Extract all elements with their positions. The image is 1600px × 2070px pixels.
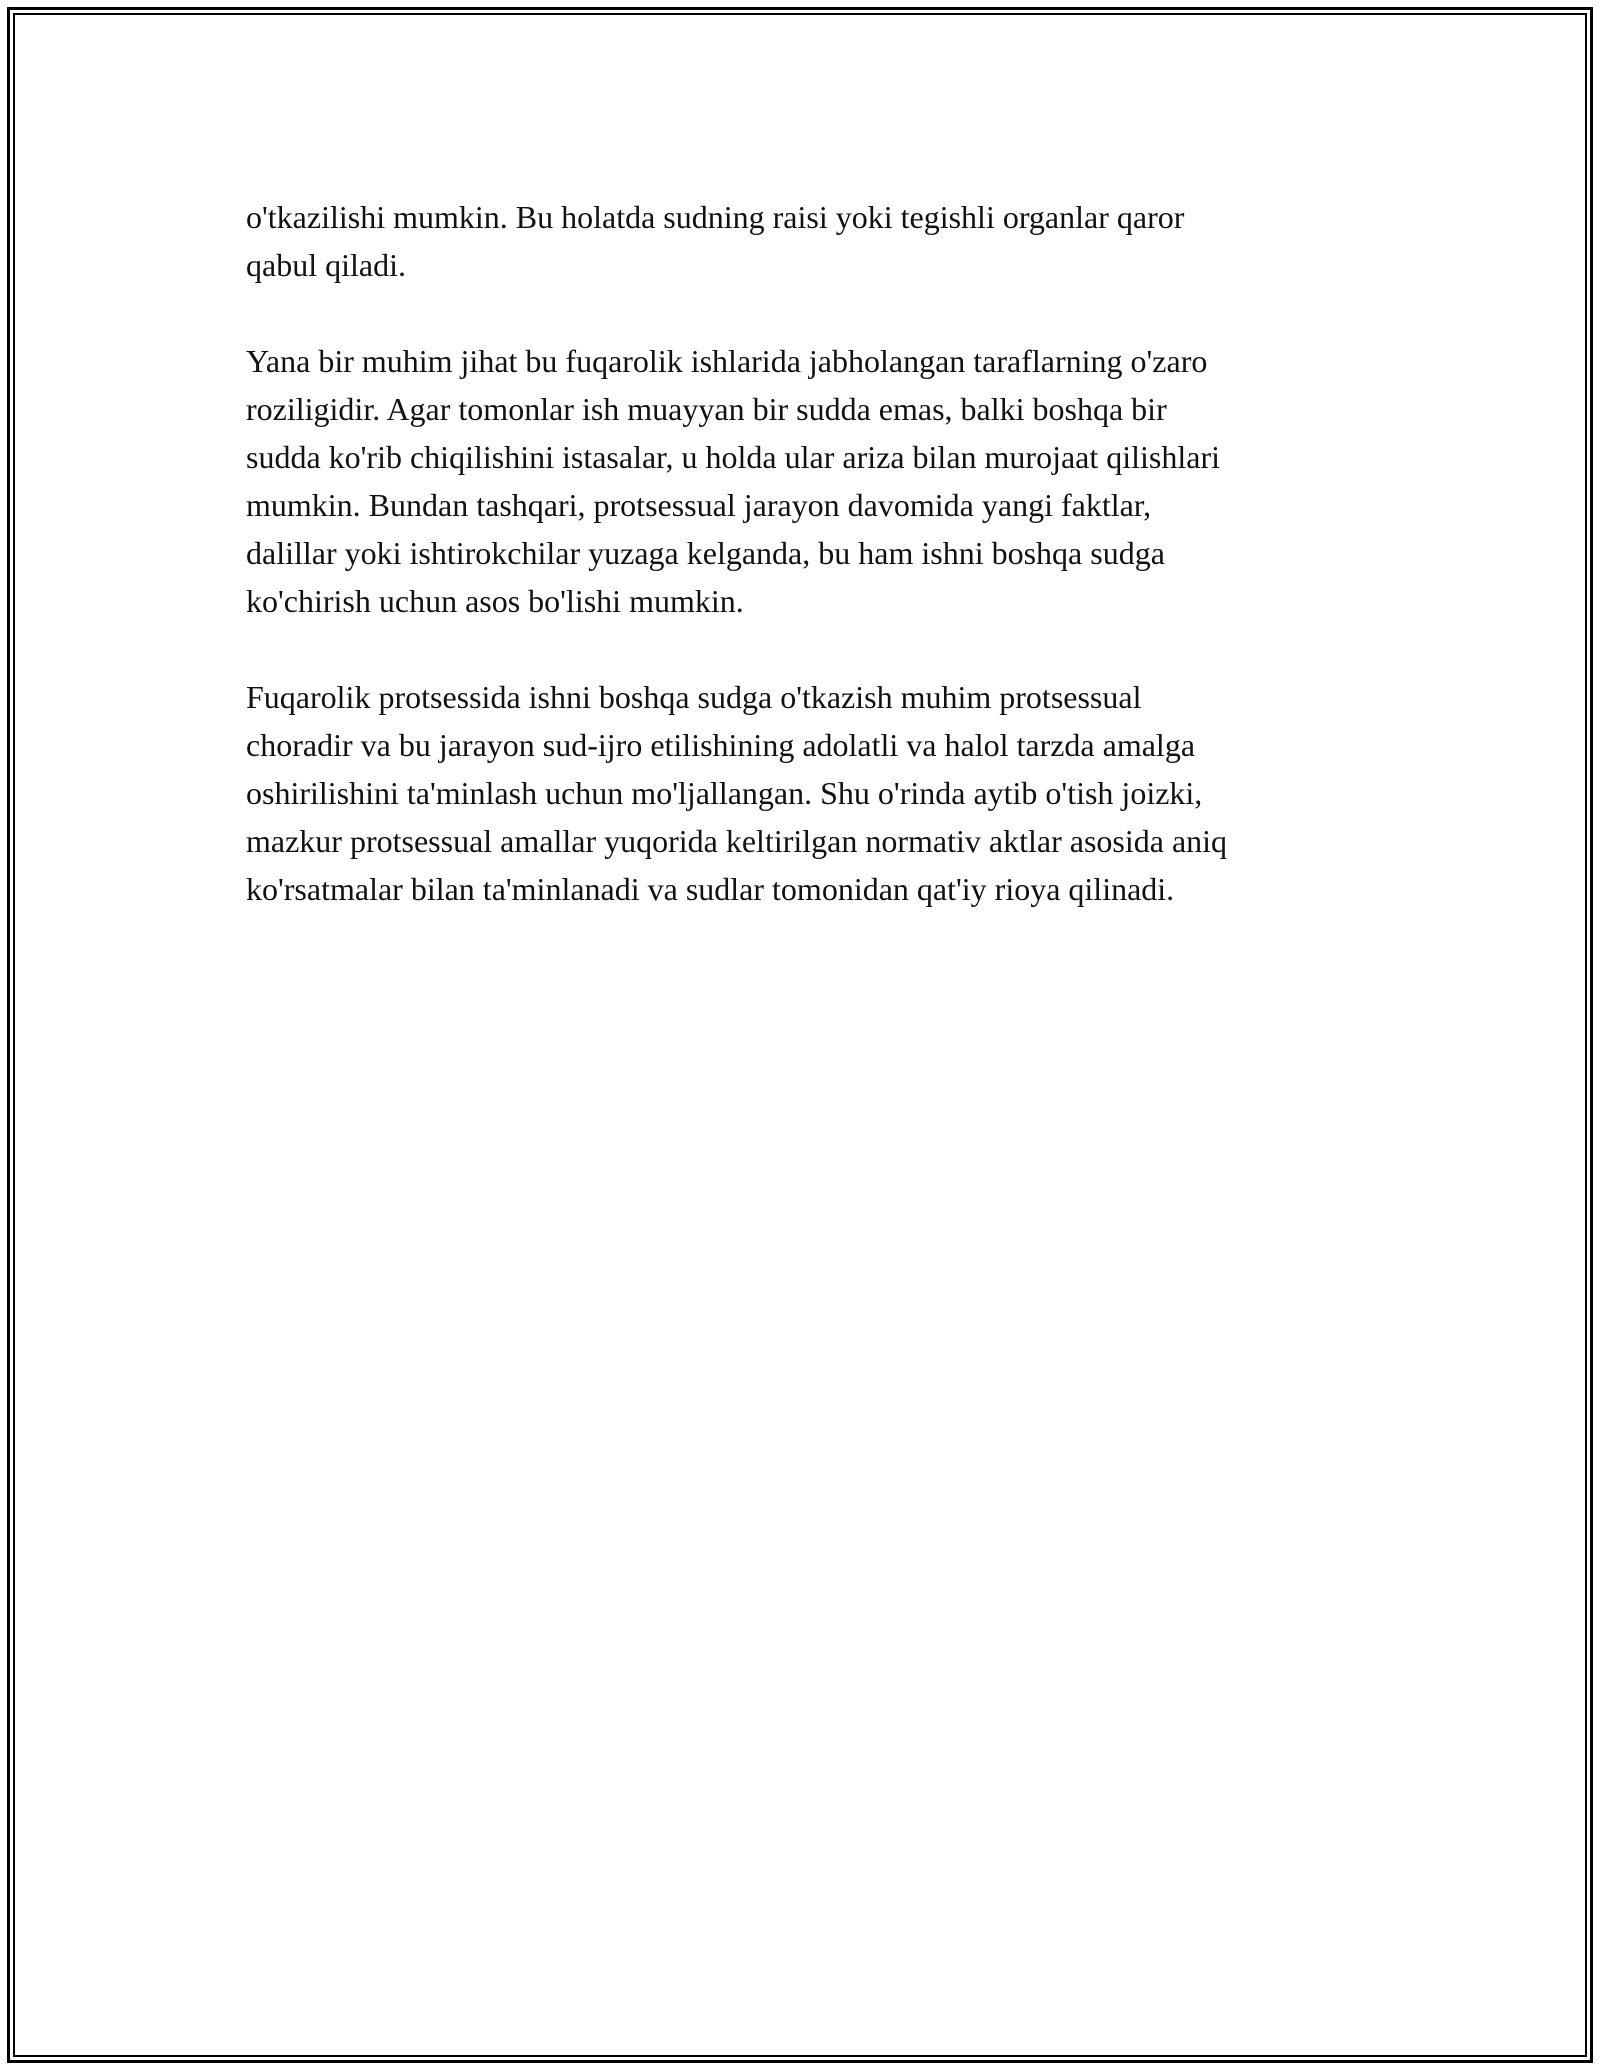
text-line: roziligidir. Agar tomonlar ish muayyan bir sudda emas, balki boshqa bir [246, 391, 1167, 427]
text-line: mumkin. Bundan tashqari, protsessual jarayon davomida yangi faktlar, [246, 487, 1152, 523]
page-border [7, 7, 1593, 2063]
text-line: ko'chirish uchun asos bo'lishi mumkin. [246, 583, 744, 619]
document-body [246, 193, 1386, 961]
paragraph-1 [246, 193, 1386, 289]
paragraph-3 [246, 673, 1386, 913]
text-line: oshirilishini ta'minlash uchun mo'ljallangan. Shu o'rinda aytib o'tish joizki, [246, 775, 1203, 811]
text-line: Yana bir muhim jihat bu fuqarolik ishlarida jabholangan taraflarning o'zaro [246, 343, 1208, 379]
text-line: dalillar yoki ishtirokchilar yuzaga kelganda, bu ham ishni boshqa sudga [246, 535, 1165, 571]
text-line: choradir va bu jarayon sud-ijro etilishining adolatli va halol tarzda amalga [246, 727, 1196, 763]
text-line: ko'rsatmalar bilan ta'minlanadi va sudlar tomonidan qat'iy rioya qilinadi. [246, 871, 1175, 907]
text-line: sudda ko'rib chiqilishini istasalar, u holda ular ariza bilan murojaat qilishlari [246, 439, 1221, 475]
text-line: Fuqarolik protsessida ishni boshqa sudga o'tkazish muhim protsessual [246, 679, 1142, 715]
text-line: o'tkazilishi mumkin. Bu holatda sudning raisi yoki tegishli organlar qaror [246, 199, 1185, 235]
paragraph-2 [246, 337, 1386, 625]
text-line: qabul qiladi. [246, 247, 406, 283]
text-line: mazkur protsessual amallar yuqorida keltirilgan normativ aktlar asosida aniq [246, 823, 1228, 859]
